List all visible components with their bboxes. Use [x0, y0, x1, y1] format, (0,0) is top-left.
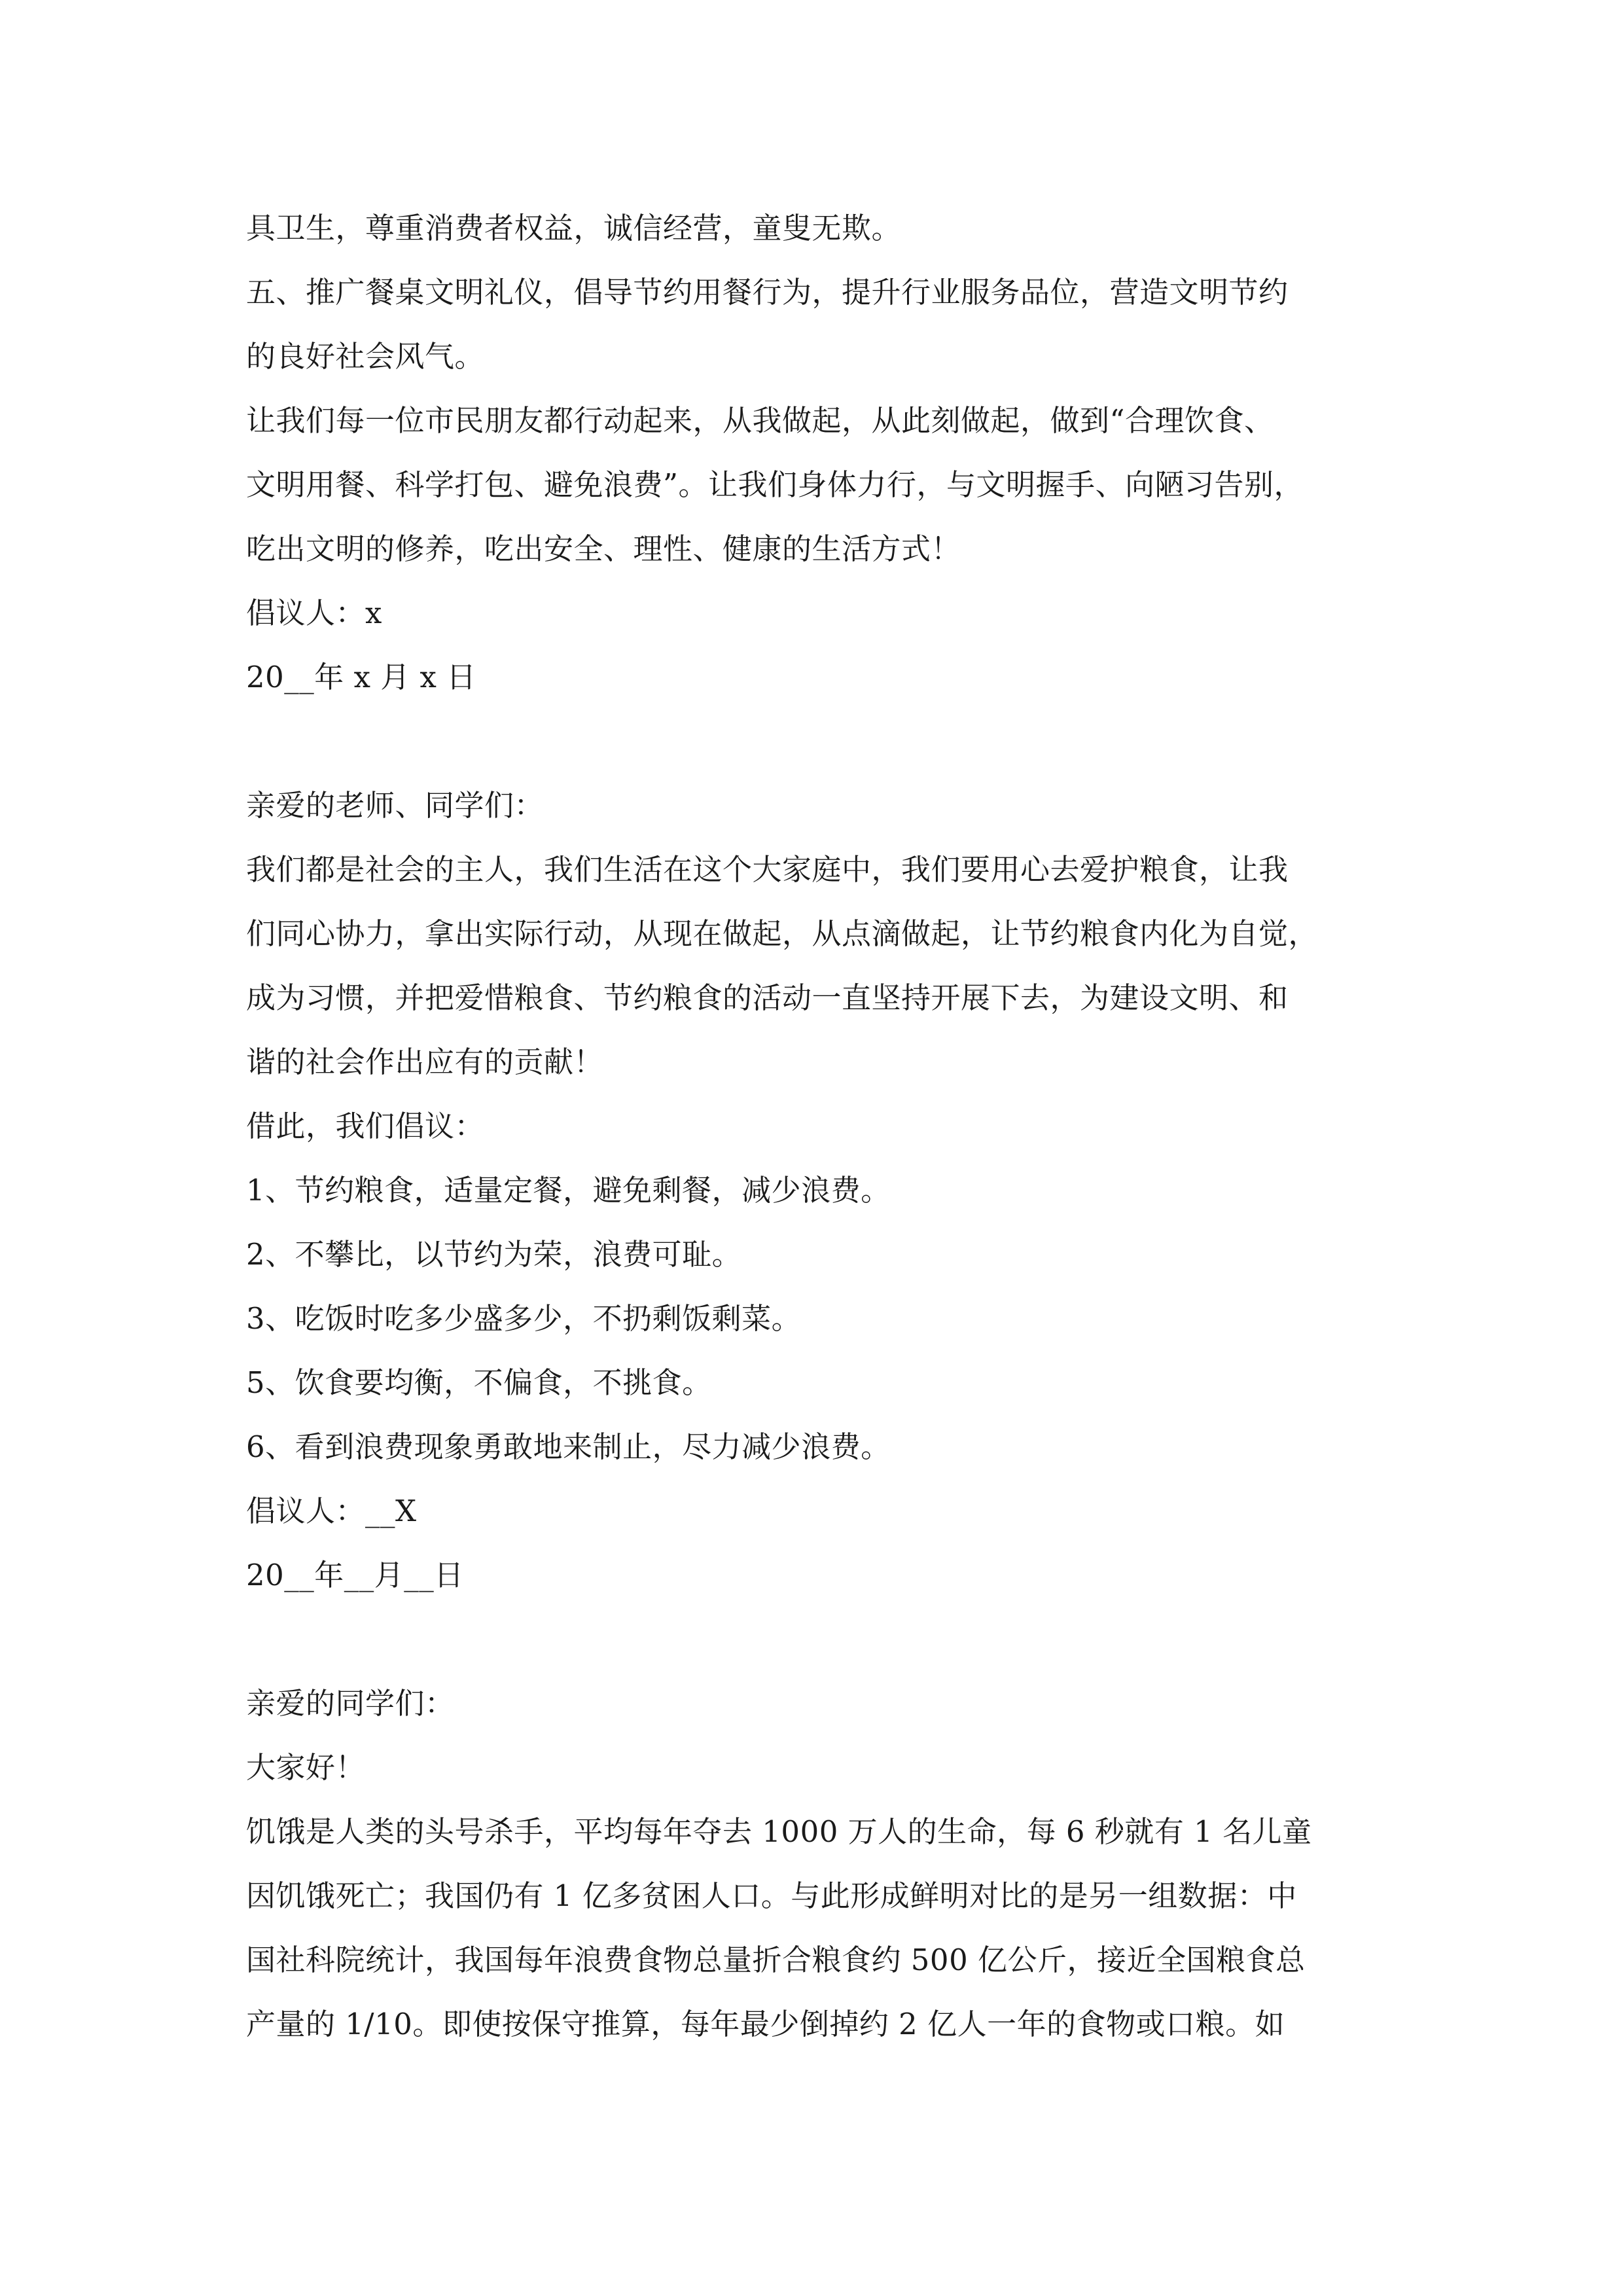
list-item: 1、节约粮食，适量定餐，避免剩餐，减少浪费。 [246, 1173, 891, 1208]
section-gap [246, 709, 1385, 774]
paragraph-line: 成为习惯，并把爱惜粮食、节约粮食的活动一直坚持开展下去，为建设文明、和 [246, 980, 1289, 1015]
intro-line: 借此，我们倡议： [246, 1109, 485, 1143]
paragraph-line: 具卫生，尊重消费者权益，诚信经营，童叟无欺。 [246, 211, 902, 245]
document-page [246, 196, 1385, 2056]
paragraph-line: 让我们每一位市民朋友都行动起来，从我做起，从此刻做起，做到“合理饮食、 [246, 403, 1274, 438]
paragraph-line: 我们都是社会的主人，我们生活在这个大家庭中，我们要用心去爱护粮食，让我 [246, 852, 1289, 887]
greeting-line: 亲爱的老师、同学们： [246, 788, 544, 823]
greeting-line: 亲爱的同学们： [246, 1686, 455, 1721]
paragraph-line: 谐的社会作出应有的贡献！ [246, 1045, 604, 1079]
list-item: 5、饮食要均衡，不偏食，不挑食。 [246, 1365, 712, 1400]
hello-line: 大家好！ [246, 1750, 366, 1785]
paragraph-line: 的良好社会风气。 [246, 339, 485, 374]
proposer-line: 倡议人：__X [246, 1494, 417, 1528]
paragraph-line: 文明用餐、科学打包、避免浪费”。让我们身体力行，与文明握手、向陋习告别， [246, 467, 1304, 502]
list-item: 6、看到浪费现象勇敢地来制止，尽力减少浪费。 [246, 1429, 891, 1464]
paragraph-line: 国社科院统计，我国每年浪费食物总量折合粮食约 500 亿公斤，接近全国粮食总 [246, 1943, 1306, 1977]
paragraph-line: 们同心协力，拿出实际行动，从现在做起，从点滴做起，让节约粮食内化为自觉， [246, 916, 1319, 951]
paragraph-line: 五、推广餐桌文明礼仪，倡导节约用餐行为，提升行业服务品位，营造文明节约 [246, 275, 1289, 310]
list-item: 3、吃饭时吃多少盛多少，不扔剩饭剩菜。 [246, 1301, 802, 1336]
section-gap [246, 1607, 1385, 1672]
paragraph-line: 饥饿是人类的头号杀手，平均每年夺去 1000 万人的生命，每 6 秒就有 1 名儿童 [246, 1814, 1312, 1849]
date-line: 20__年 x 月 x 日 [246, 660, 476, 694]
list-item: 2、不攀比，以节约为荣，浪费可耻。 [246, 1237, 742, 1272]
paragraph-line: 产量的 1/10。即使按保守推算，每年最少倒掉约 2 亿人一年的食物或口粮。如 [246, 2007, 1285, 2041]
proposer-line: 倡议人：x [246, 596, 382, 630]
date-line: 20__年__月__日 [246, 1558, 464, 1592]
paragraph-line: 因饥饿死亡；我国仍有 1 亿多贫困人口。与此形成鲜明对比的是另一组数据：中 [246, 1878, 1297, 1913]
paragraph-line: 吃出文明的修养，吃出安全、理性、健康的生活方式！ [246, 531, 961, 566]
